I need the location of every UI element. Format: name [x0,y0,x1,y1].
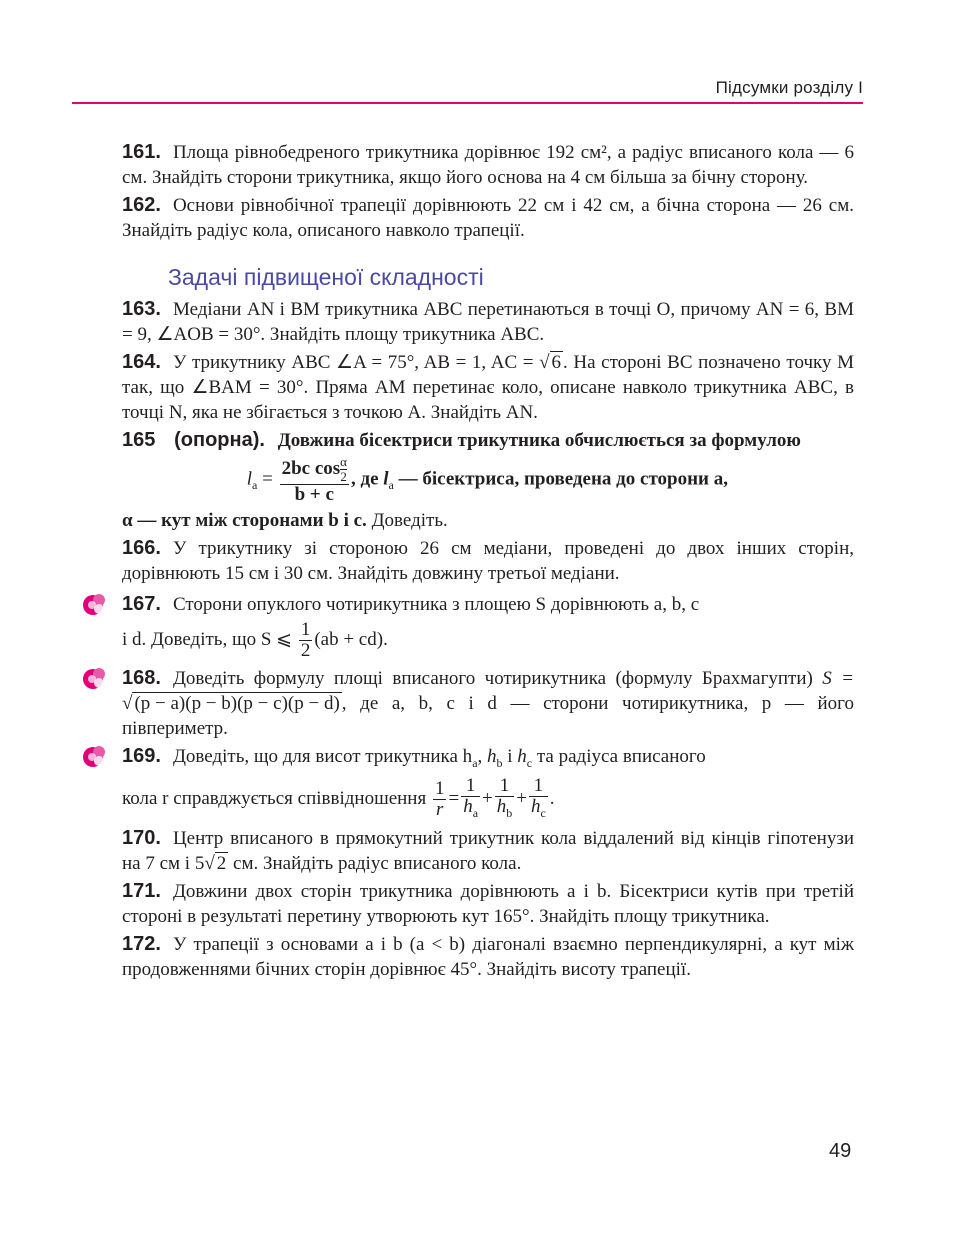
problem-number: 165 [122,429,156,451]
formula-numerator: 2bc cos [281,457,341,479]
problem-168: 168. Доведіть формулу площі вписаного чотирикутника (формулу Брахмагупти) S = √ (p − a)(p − b)(p − c)(p − d) , де a, b, c і d — сторони чотирикутника, p — його півпериметр. [122,666,854,741]
problem-167: 167. Сторони опуклого чотирикутника з площею S дорівнюють a, b, c і d. Доведіть, що S ⩽ $\frac{1}{2}$ (ab + cd). [122,592,854,663]
problem-text: Сторони опуклого чотирикутника з площею S дорівнюють a, b, c [172,594,700,616]
page-content [122,140,854,985]
difficulty-marker-icon [82,592,108,618]
problem-171 [122,879,854,929]
problem-text-cont: . На стороні BC позначено точку M так, що ∠BAM = 30°. Пряма AM перетинає коло, описане навколо трикутника ABC, в точці N, яка не збігається з точкою A. Знайдіть AN. [122,352,854,423]
problem-number: 169. [122,745,161,768]
problem-text: Доведіть формулу площі вписаного чотирикутника (формулу Брахмагупти) [172,668,813,690]
problem-161 [122,140,854,190]
problem-165: 165 (опорна). Довжина бісектриси трикутника обчислюється за формулою $l_a$ = 2bc cos $\frac{\alpha}{2}$ b + c , де $l_a$ — бісектриса, проведена до сторони a, α — кут між сторонами b і c. Доведіть. [122,429,801,532]
problem-text: У трикутнику зі стороною 26 см медіани, проведені до двох інших сторін, дорівнюють 15 см і 30 см. Знайдіть довжину третьої медіани. [122,538,854,585]
problem-text: Основи рівнобічної трапеції дорівнюють 22 см і 42 см, а бічна сторона — 26 см. Знайдіть радіус кола, описаного навколо трапеції. [122,195,854,241]
problem-text: Довжина бісектриси трикутника обчислюється за формулою [277,430,801,451]
difficulty-marker-icon [82,666,108,692]
problem-number: 167. [122,593,161,616]
problem-166 [122,536,854,586]
problem-number: 161. [122,141,161,163]
problem-170: 170. Центр вписаного в прямокутний трикутник кола віддалений від кінців гіпотенузи на 7 см і 5√ 2 см. Знайдіть радіус вписаного кола. [122,826,854,874]
problem-number: 170. [122,826,161,849]
sqrt-expression: √ 2 [204,852,227,874]
problem-number: 162. [122,194,161,216]
formula-sub: a [252,478,258,493]
problem-text: Площа рівнобедреного трикутника дорівнює 192 см², а радіус вписаного кола — 6 см. Знайдіть сторони трикутника, якщо його основа на 4 см більша за бічну сторону. [122,142,854,188]
problem-162 [122,193,854,243]
problem-number: 164. [122,351,161,373]
difficulty-marker-icon [82,744,108,770]
problem-164 [122,350,854,425]
problem-172 [122,932,854,982]
sqrt-expression: √ 6 [539,352,562,373]
problem-text: У трикутнику ABC ∠A = 75°, AB = 1, AC = [172,352,534,373]
one-half-fraction: $\frac{1}{2}$ [300,619,311,662]
page-header [72,70,863,104]
page-number: 49 [829,1140,852,1162]
problem-163 [122,297,854,347]
formula-lhs: l [246,468,253,490]
section-title: Задачі підвищеної складності [168,264,484,290]
bisector-formula: 2bc cos $\frac{\alpha}{2}$ b + c [281,454,347,505]
problem-number: 168. [122,667,161,690]
radicand: 6 [551,352,562,373]
problem-169: 169. Доведіть, що для висот трикутника $h_a$, $h_b$ і $h_c$ та радіуса вписаного кола r справджується співвідношення $\frac{1}{r}$ = $\frac{1}{h_a}$ + $\frac{1}{h_b}$ + $\frac{1}{h_c}$ . [122,744,854,823]
problem-text: Довжини двох сторін трикутника дорівнюють a і b. Бісектриси кутів при третій стороні в результаті перетину утворюють кут 165°. Знайдіть площу трикутника. [122,880,854,927]
chapter-title: Підсумки розділу I [715,78,863,97]
problem-tag: (опорна). [174,429,265,451]
problem-number: 163. [122,298,161,320]
problem-number: 166. [122,537,161,560]
problem-number: 172. [122,932,161,955]
formula-denominator: b + c [294,484,334,505]
problem-text: Медіани AN і BM трикутника ABC перетинаються в точці O, причому AN = 6, BM = 9, ∠AOB = 30°. Знайдіть площу трикутника ABC. [122,299,854,345]
problem-number: 171. [122,879,161,902]
reciprocal-r: $\frac{1}{r}$ [434,778,445,821]
problem-text: У трапеції з основами a і b (a < b) діагоналі взаємно перпендикулярні, а кут між продовженнями бічних сторін дорівнює 45°. Знайдіть висоту трапеції. [122,933,854,980]
sqrt-expression: √ (p − a)(p − b)(p − c)(p − d) [122,693,340,715]
